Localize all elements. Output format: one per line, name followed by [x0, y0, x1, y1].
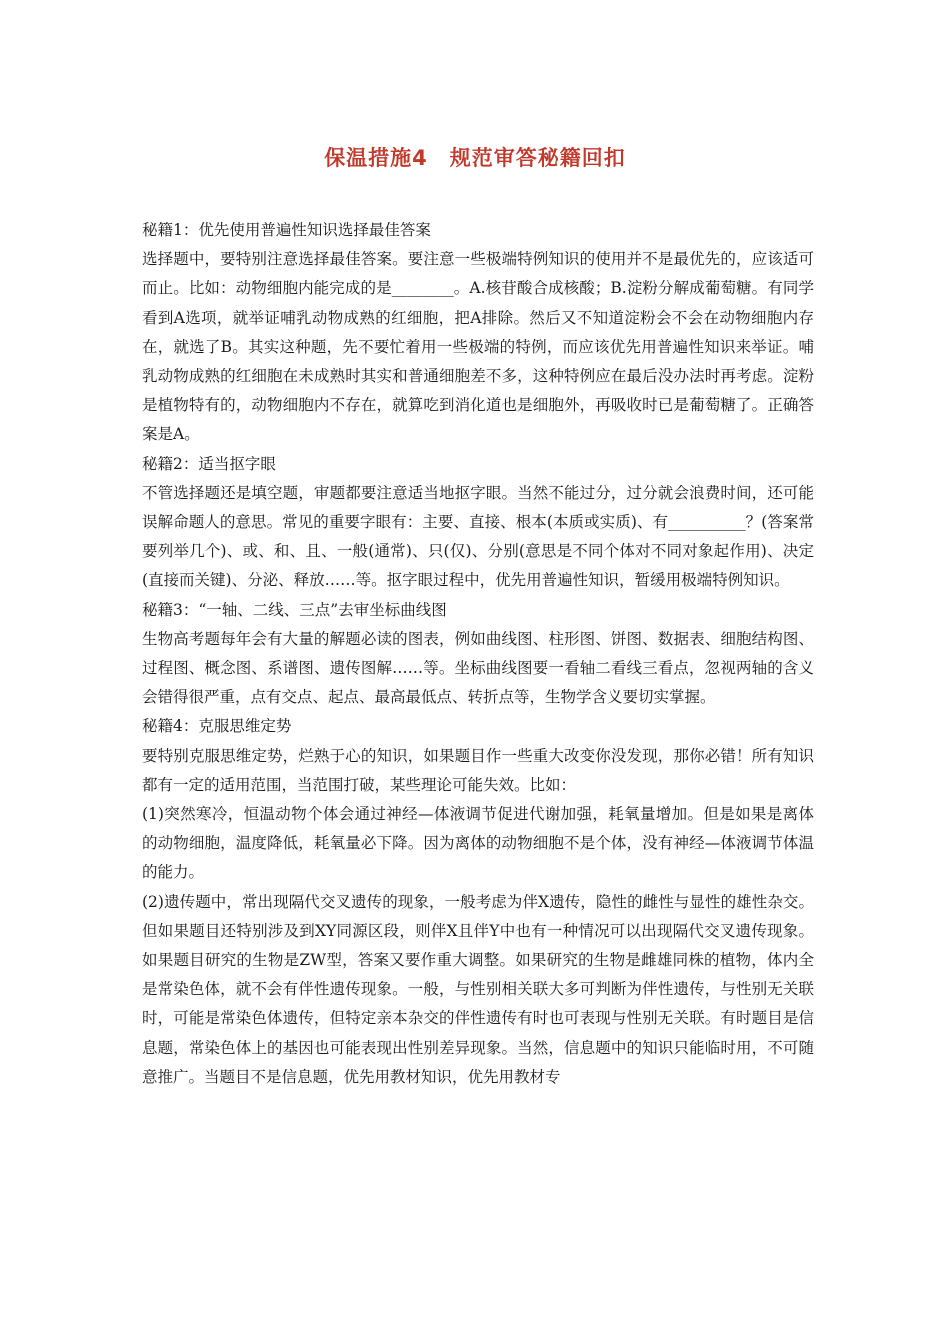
section-3-paragraph-1: 生物高考题每年会有大量的解题必读的图表，例如曲线图、柱形图、饼图、数据表、细胞结构图、过程图、概念图、系谱图、遗传图解……等。坐标曲线图要一看轴二看线三看点，忽视两轴的含义会错得很严重，点有交点、起点、最高最低点、转折点等，生物学含义要切实掌握。 — [142, 629, 814, 707]
section-4-paragraph-1: 要特别克服思维定势，烂熟于心的知识，如果题目作一些重大改变你没发现，那你必错！所有知识都有一定的适用范围，当范围打破，某些理论可能失效。比如： — [142, 746, 814, 794]
section-1-paragraph-1: 选择题中，要特别注意选择最佳答案。要注意一些极端特例知识的使用并不是最优先的，应该适可而止。比如：动物细胞内能完成的是________。A.核苷酸合成核酸；B.淀粉分解成葡萄糖。有同学看到A选项，就举证哺乳动物成熟的红细胞，把A排除。然后又不知道淀粉会不会在动物细胞内存在，就选了B。其实这种题，先不要忙着用一些极端的特例，而应该优先用普遍性知识来举证。哺乳动物成熟的红细胞在未成熟时其实和普通细胞差不多，这种特例应在最后没办法时再考虑。淀粉是植物特有的，动物细胞内不存在，就算吃到消化道也是细胞外，再吸收时已是葡萄糖了。正确答案是A。 — [142, 250, 814, 444]
section-heading-2: 秘籍2：适当抠字眼 — [142, 454, 276, 473]
section-4-paragraph-2: (1)突然寒冷，恒温动物个体会通过神经—体液调节促进代谢加强，耗氧量增加。但是如果是离体的动物细胞，温度降低，耗氧量必下降。因为离体的动物细胞不是个体，没有神经—体液调节体温的能力。 — [142, 805, 814, 882]
page-title: 保温措施4 规范审答秘籍回扣 — [324, 146, 626, 170]
section-heading-4: 秘籍4：克服思维定势 — [142, 717, 292, 736]
section-2-paragraph-1: 不管选择题还是填空题，审题都要注意适当地抠字眼。当然不能过分，过分就会浪费时间，还可能误解命题人的意思。常见的重要字眼有：主要、直接、根本(本质或实质)、有__________？(答案常要列举几个)、或、和、且、一般(通常)、只(仅)、分别(意思是不同个体对不同对象起作用)、决定(直接而关键)、分泌、释放……等。抠字眼过程中，优先用普遍性知识，暂缓用极端特例知识。 — [142, 483, 814, 590]
document-body — [142, 216, 814, 1092]
section-4-paragraph-3: (2)遗传题中，常出现隔代交叉遗传的现象，一般考虑为伴X遗传，隐性的雌性与显性的雄性杂交。但如果题目还特别涉及到XY同源区段，则伴X且伴Y中也有一种情况可以出现隔代交叉遗传现象。如果题目研究的生物是ZW型，答案又要作重大调整。如果研究的生物是雌雄同株的植物，体内全是常染色体，就不会有伴性遗传现象。一般，与性别相关联大多可判断为伴性遗传，与性别无关联时，可能是常染色体遗传，但特定亲本杂交的伴性遗传有时也可表现与性别无关联。有时题目是信息题，常染色体上的基因也可能表现出性别差异现象。当然，信息题中的知识只能临时用，不可随意推广。当题目不是信息题，优先用教材知识，优先用教材专 — [142, 892, 814, 1086]
section-heading-3: 秘籍3：“一轴、二线、三点”去审坐标曲线图 — [142, 600, 447, 619]
section-heading-1: 秘籍1：优先使用普遍性知识选择最佳答案 — [142, 221, 431, 239]
